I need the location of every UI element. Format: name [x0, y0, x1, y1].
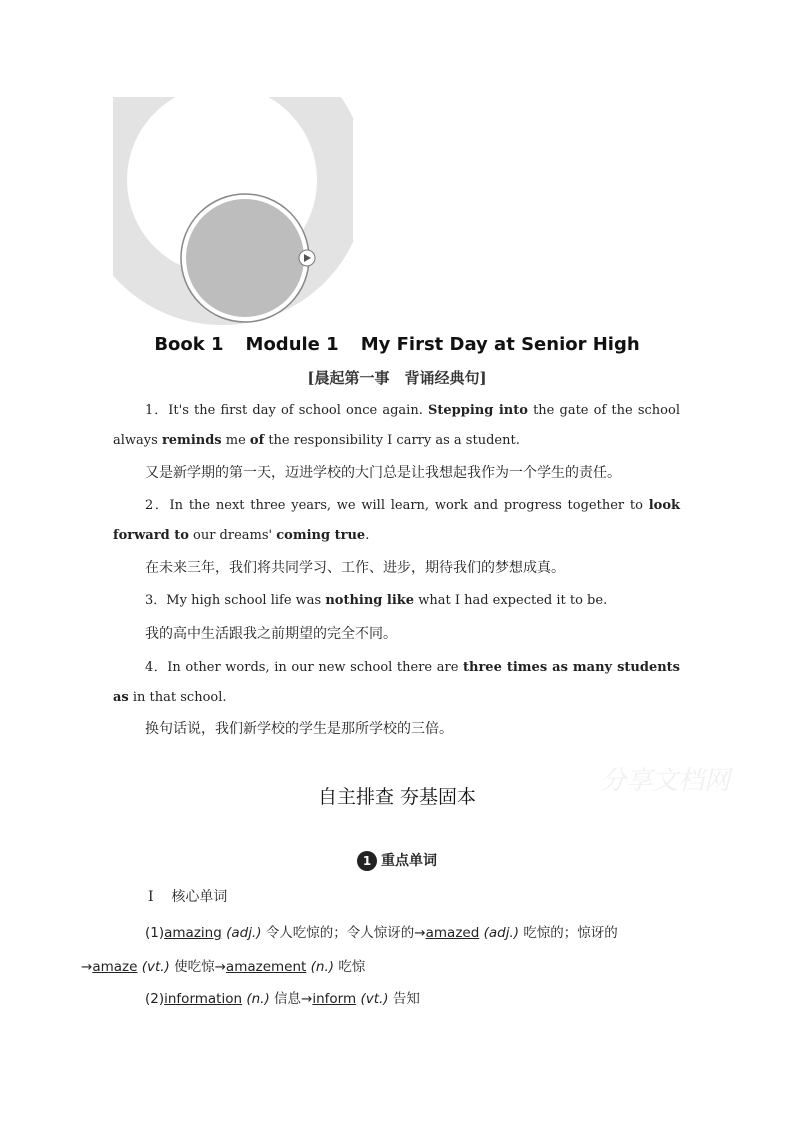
sub-section-heading: 1 重点单词 — [0, 850, 794, 871]
watermark: 分享文档网 — [600, 766, 731, 796]
sentence-1-zh: 又是新学期的第一天，迈进学校的大门总是让我想起我作为一个学生的责任。 — [145, 465, 621, 481]
sentence-3-en: 3．My high school life was nothing like what I had expected it to be. — [145, 593, 608, 608]
page-title: Book 1 Module 1 My First Day at Senior High — [154, 334, 640, 355]
sentence-3-zh: 我的高中生活跟我之前期望的完全不同。 — [145, 626, 397, 642]
sentence-2-zh: 在未来三年，我们将共同学习、工作、进步，期待我们的梦想成真。 — [145, 560, 565, 576]
page-subtitle: [晨起第一事 背诵经典句] — [307, 369, 487, 387]
decorative-header-graphic — [0, 0, 794, 340]
number-badge-icon: 1 — [357, 851, 377, 871]
sentence-2-en: 2．In the next three years, we will learn, work and progress together to look forward to our dreams' coming true. — [113, 498, 680, 543]
sentence-4-en: 4．In other words, in our new school there are three times as many students as in that school. — [113, 660, 680, 705]
section-heading: 自主排查 夯基固本 — [317, 786, 477, 808]
sentence-4-zh: 换句话说，我们新学校的学生是那所学校的三倍。 — [145, 721, 453, 737]
vocab-item-1: (1)amazing (adj.) 令人吃惊的；令人惊讶的→amazed (adj.) 吃惊的；惊讶的 →amaze (vt.) 使吃惊→amazement (n.) 吃惊 — [81, 925, 618, 975]
vocab-item-2: (2)information (n.) 信息→inform (vt.) 告知 — [145, 991, 420, 1007]
part-label: Ⅰ 核心单词 — [148, 889, 228, 905]
sentence-1-en: 1．It's the first day of school once again. Stepping into the gate of the school always reminds me of the responsibility I carry as a student. — [113, 403, 680, 448]
